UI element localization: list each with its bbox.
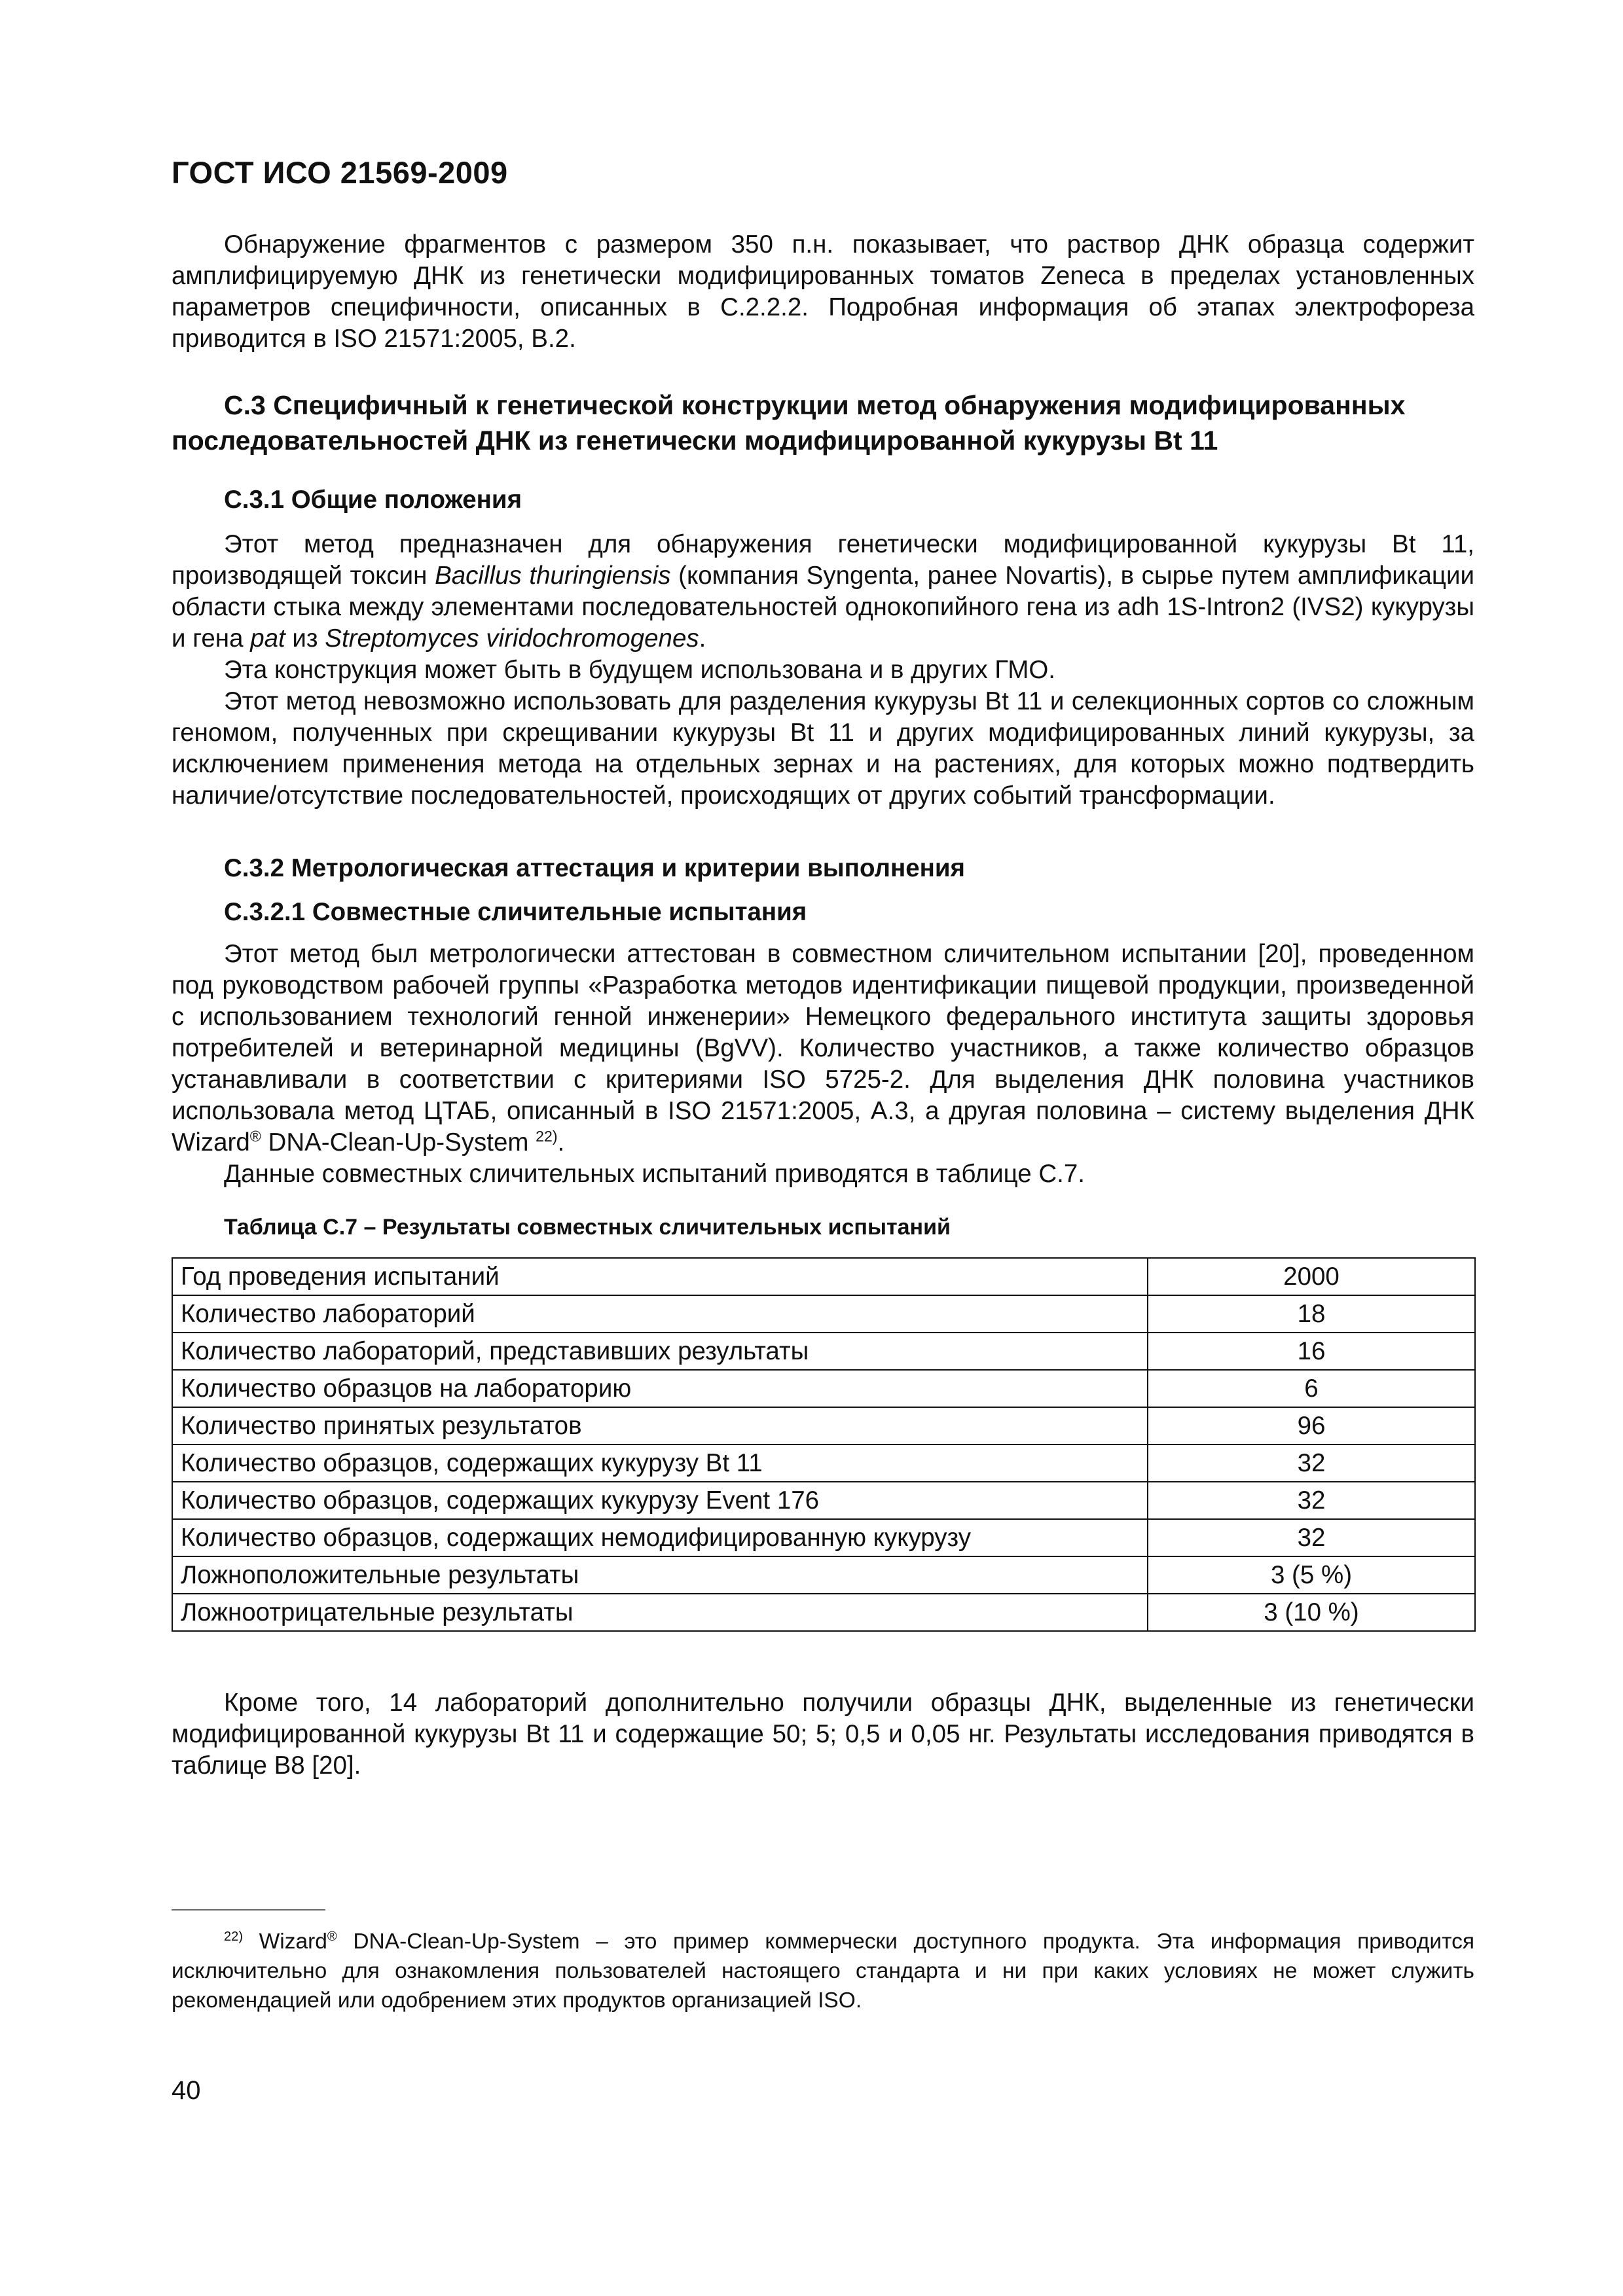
table-row [172,1370,1475,1407]
row-label: Количество лабораторий [172,1295,1148,1333]
c321-p1-end: . [557,1128,565,1157]
c31-p1-italic1: Bacillus thuringiensis [435,562,671,590]
table-caption: Таблица С.7 – Результаты совместных сличительных испытаний [224,1215,951,1240]
c31-p1-part2: (компания Syngenta, ранее Novartis), в сырье путем амплификации области стыка между элементами последовательностей однокопийного гена из adh 1S-Intron2 (IVS2) кукурузы и гена [172,562,1474,653]
footnote-registered-mark: ® [327,1929,337,1944]
row-label: Год проведения испытаний [172,1258,1148,1295]
row-label: Количество принятых результатов [172,1407,1148,1444]
c321-paragraph-1 [172,939,1474,1158]
section-c31-body [172,529,1474,812]
section-c32-title: С.3.2 Метрологическая аттестация и критерии выполнения [224,854,966,882]
c31-p1-italic2: pat [250,624,285,653]
table-row [172,1556,1475,1594]
table-row [172,1258,1475,1295]
table-row [172,1444,1475,1482]
footnote [172,1927,1474,2015]
row-label: Количество образцов, содержащих немодифицированную кукурузу [172,1519,1148,1556]
c31-p1-part3: из [285,624,325,653]
table-row [172,1295,1475,1333]
row-value: 32 [1148,1444,1475,1482]
row-label: Количество образцов, содержащих кукурузу Event 176 [172,1482,1148,1519]
section-c321-title: С.3.2.1 Совместные сличительные испытания [224,898,807,926]
intro-paragraph: Обнаружение фрагментов с размером 350 п.н. показывает, что раствор ДНК образца содержит амплифицируемую ДНК из генетически модифицированных томатов Zeneca в пределах установленных параметров специфичности, описанных в С.2.2.2. Подробная информация об этапах электрофореза приводится в ISO 21571:2005, В.2. [172,230,1474,353]
intro-paragraph-block [172,229,1474,355]
c31-p1-part1: Этот метод предназначен для обнаружения генетически модифицированной кукурузы Bt 11, производящей токсин [172,530,1474,590]
section-c3-title: С.3 Специфичный к генетической конструкции метод обнаружения модифицированных последовательностей ДНК из генетически модифицированной кукурузы Bt 11 [172,390,1406,456]
footnote-reference[interactable]: 22) [536,1128,558,1145]
row-value: 3 (10 %) [1148,1594,1475,1631]
table-row [172,1407,1475,1444]
c31-paragraph-2: Эта конструкция может быть в будущем использована и в других ГМО. [224,656,1055,684]
row-value: 16 [1148,1333,1475,1370]
row-value: 2000 [1148,1258,1475,1295]
page-number: 40 [172,2076,201,2105]
table-row [172,1594,1475,1631]
row-value: 96 [1148,1407,1475,1444]
footnote-brand: Wizard [243,1929,327,1954]
section-c31-title: С.3.1 Общие положения [224,486,522,514]
row-label: Количество лабораторий, представивших результаты [172,1333,1148,1370]
row-value: 18 [1148,1295,1475,1333]
after-table-paragraph: Кроме того, 14 лабораторий дополнительно получили образцы ДНК, выделенные из генетически модифицированной кукурузы Bt 11 и содержащие 50; 5; 0,5 и 0,05 нг. Результаты исследования приводятся в таблице В8 [20]. [172,1689,1474,1780]
row-value: 6 [1148,1370,1475,1407]
section-c321-body [172,939,1474,1190]
c31-p1-italic3: Streptomyces viridochromogenes [325,624,699,653]
row-value: 3 (5 %) [1148,1556,1475,1594]
footnote-text: DNA-Clean-Up-System – это пример коммерчески доступного продукта. Эта информация приводится исключительно для ознакомления пользователей настоящего стандарта и ни при каких условиях не может служить рекомендацией или одобрением этих продуктов организацией ISO. [172,1929,1474,2013]
row-label: Ложноположительные результаты [172,1556,1148,1594]
row-label: Количество образцов на лабораторию [172,1370,1148,1407]
row-label: Ложноотрицательные результаты [172,1594,1148,1631]
c31-paragraph-3: Этот метод невозможно использовать для разделения кукурузы Bt 11 и селекционных сортов со сложным геномом, полученных при скрещивании кукурузы Bt 11 и других модифицированных линий кукурузы, за исключением применения метода на отдельных зернах и на растениях, для которых можно подтвердить наличие/отсутствие последовательностей, происходящих от других событий трансформации. [172,687,1474,810]
c321-p1-text2: DNA-Clean-Up-System [261,1128,536,1157]
c31-paragraph-1 [172,529,1474,655]
c321-p1-text: Этот метод был метрологически аттестован в совместном сличительном испытании [20], проведенном под руководством рабочей группы «Разработка методов идентификации пищевой продукции, произведенной с использованием технологий генной инженерии» Немецкого федерального института защиты здоровья потребителей и ветеринарной медицины (BgVV). Количество участников, а также количество образцов устанавливали в соответствии с критериями ISO 5725-2. Для выделения ДНК половина участников использовала метод ЦТАБ, описанный в ISO 21571:2005, А.3, а другая половина – систему выделения ДНК Wizard [172,940,1474,1157]
results-table [172,1257,1476,1632]
footnote-divider [172,1909,325,1910]
registered-mark: ® [249,1128,261,1145]
row-value: 32 [1148,1519,1475,1556]
c321-paragraph-2: Данные совместных сличительных испытаний приводятся в таблице С.7. [224,1160,1085,1188]
c31-p1-part4: . [699,624,706,653]
footnote-number: 22) [224,1929,244,1944]
after-table-block [172,1687,1474,1782]
row-label: Количество образцов, содержащих кукурузу Bt 11 [172,1444,1148,1482]
table-row [172,1519,1475,1556]
document-header: ГОСТ ИСО 21569-2009 [172,155,508,190]
table-row [172,1333,1475,1370]
table-row [172,1482,1475,1519]
row-value: 32 [1148,1482,1475,1519]
